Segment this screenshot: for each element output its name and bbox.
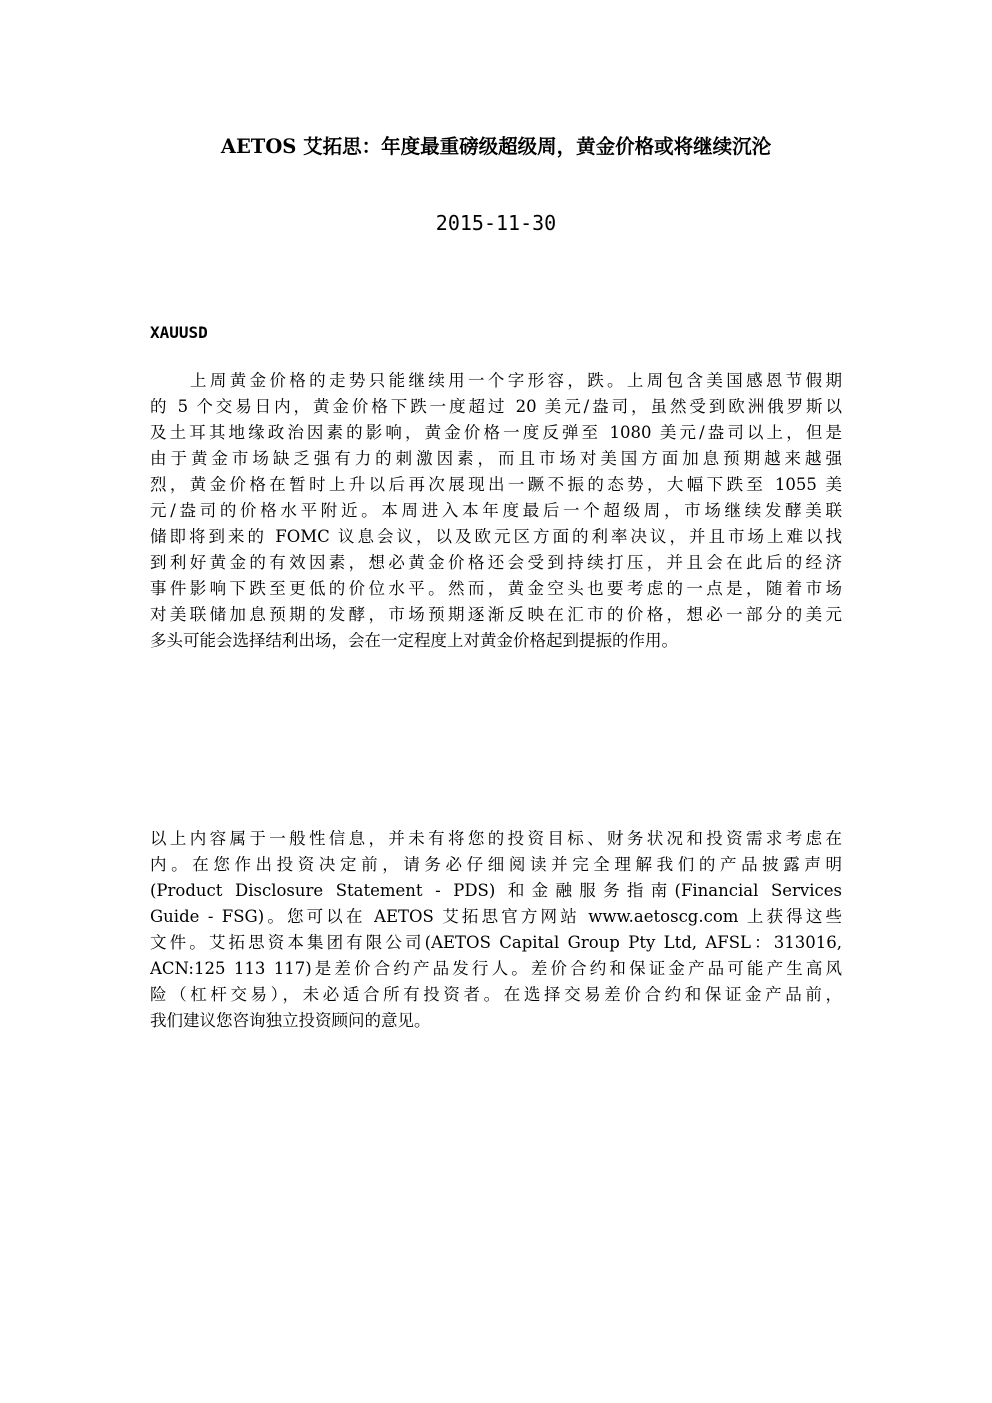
instrument-symbol: XAUUSD bbox=[150, 323, 208, 342]
body-line: 对美联储加息预期的发酵，市场预期逐渐反映在汇市的价格，想必一部分的美元 bbox=[150, 605, 842, 624]
disclaimer-paragraph bbox=[150, 826, 842, 1034]
body-line: 事件影响下跌至更低的价位水平。然而，黄金空头也要考虑的一点是，随着市场 bbox=[150, 579, 842, 598]
disclaimer-line: 内。在您作出投资决定前，请务必仔细阅读并完全理解我们的产品披露声明 bbox=[150, 855, 842, 874]
document-date: 2015-11-30 bbox=[435, 211, 557, 235]
document-title: AETOS 艾拓思：年度最重磅级超级周，黄金价格或将继续沉沦 bbox=[220, 135, 772, 158]
disclaimer-line: 文件。艾拓思资本集团有限公司(AETOS Capital Group Pty Ltd, AFSL：313016, bbox=[150, 933, 842, 952]
disclaimer-line: 我们建议您咨询独立投资顾问的意见。 bbox=[150, 1011, 431, 1030]
body-line: 元/盎司的价格水平附近。本周进入本年度最后一个超级周，市场继续发酵美联 bbox=[150, 501, 842, 520]
disclaimer-line: (Product Disclosure Statement - PDS) 和金融服务指南(Financial Services bbox=[150, 881, 842, 900]
disclaimer-line: 以上内容属于一般性信息，并未有将您的投资目标、财务状况和投资需求考虑在 bbox=[150, 829, 842, 848]
body-line: 多头可能会选择结利出场，会在一定程度上对黄金价格起到提振的作用。 bbox=[150, 631, 678, 650]
body-line: 烈，黄金价格在暂时上升以后再次展现出一蹶不振的态势，大幅下跌至 1055 美 bbox=[150, 475, 842, 494]
body-line: 储即将到来的 FOMC 议息会议，以及欧元区方面的利率决议，并且市场上难以找 bbox=[150, 527, 842, 546]
body-line: 由于黄金市场缺乏强有力的刺激因素，而且市场对美国方面加息预期越来越强 bbox=[150, 449, 842, 468]
disclaimer-line: Guide - FSG)。您可以在 AETOS 艾拓思官方网站 www.aetoscg.com 上获得这些 bbox=[150, 907, 842, 926]
body-line: 的 5 个交易日内，黄金价格下跌一度超过 20 美元/盎司，虽然受到欧洲俄罗斯以 bbox=[150, 397, 842, 416]
disclaimer-line: 险（杠杆交易），未必适合所有投资者。在选择交易差价合约和保证金产品前， bbox=[150, 985, 842, 1004]
body-line: 及土耳其地缘政治因素的影响，黄金价格一度反弹至 1080 美元/盎司以上，但是 bbox=[150, 423, 842, 442]
body-line: 到利好黄金的有效因素，想必黄金价格还会受到持续打压，并且会在此后的经济 bbox=[150, 553, 842, 572]
disclaimer-line: ACN:125 113 117)是差价合约产品发行人。差价合约和保证金产品可能产生高风 bbox=[150, 959, 842, 978]
body-paragraph bbox=[150, 368, 842, 654]
body-line: 上周黄金价格的走势只能继续用一个字形容，跌。上周包含美国感恩节假期 bbox=[190, 371, 842, 390]
